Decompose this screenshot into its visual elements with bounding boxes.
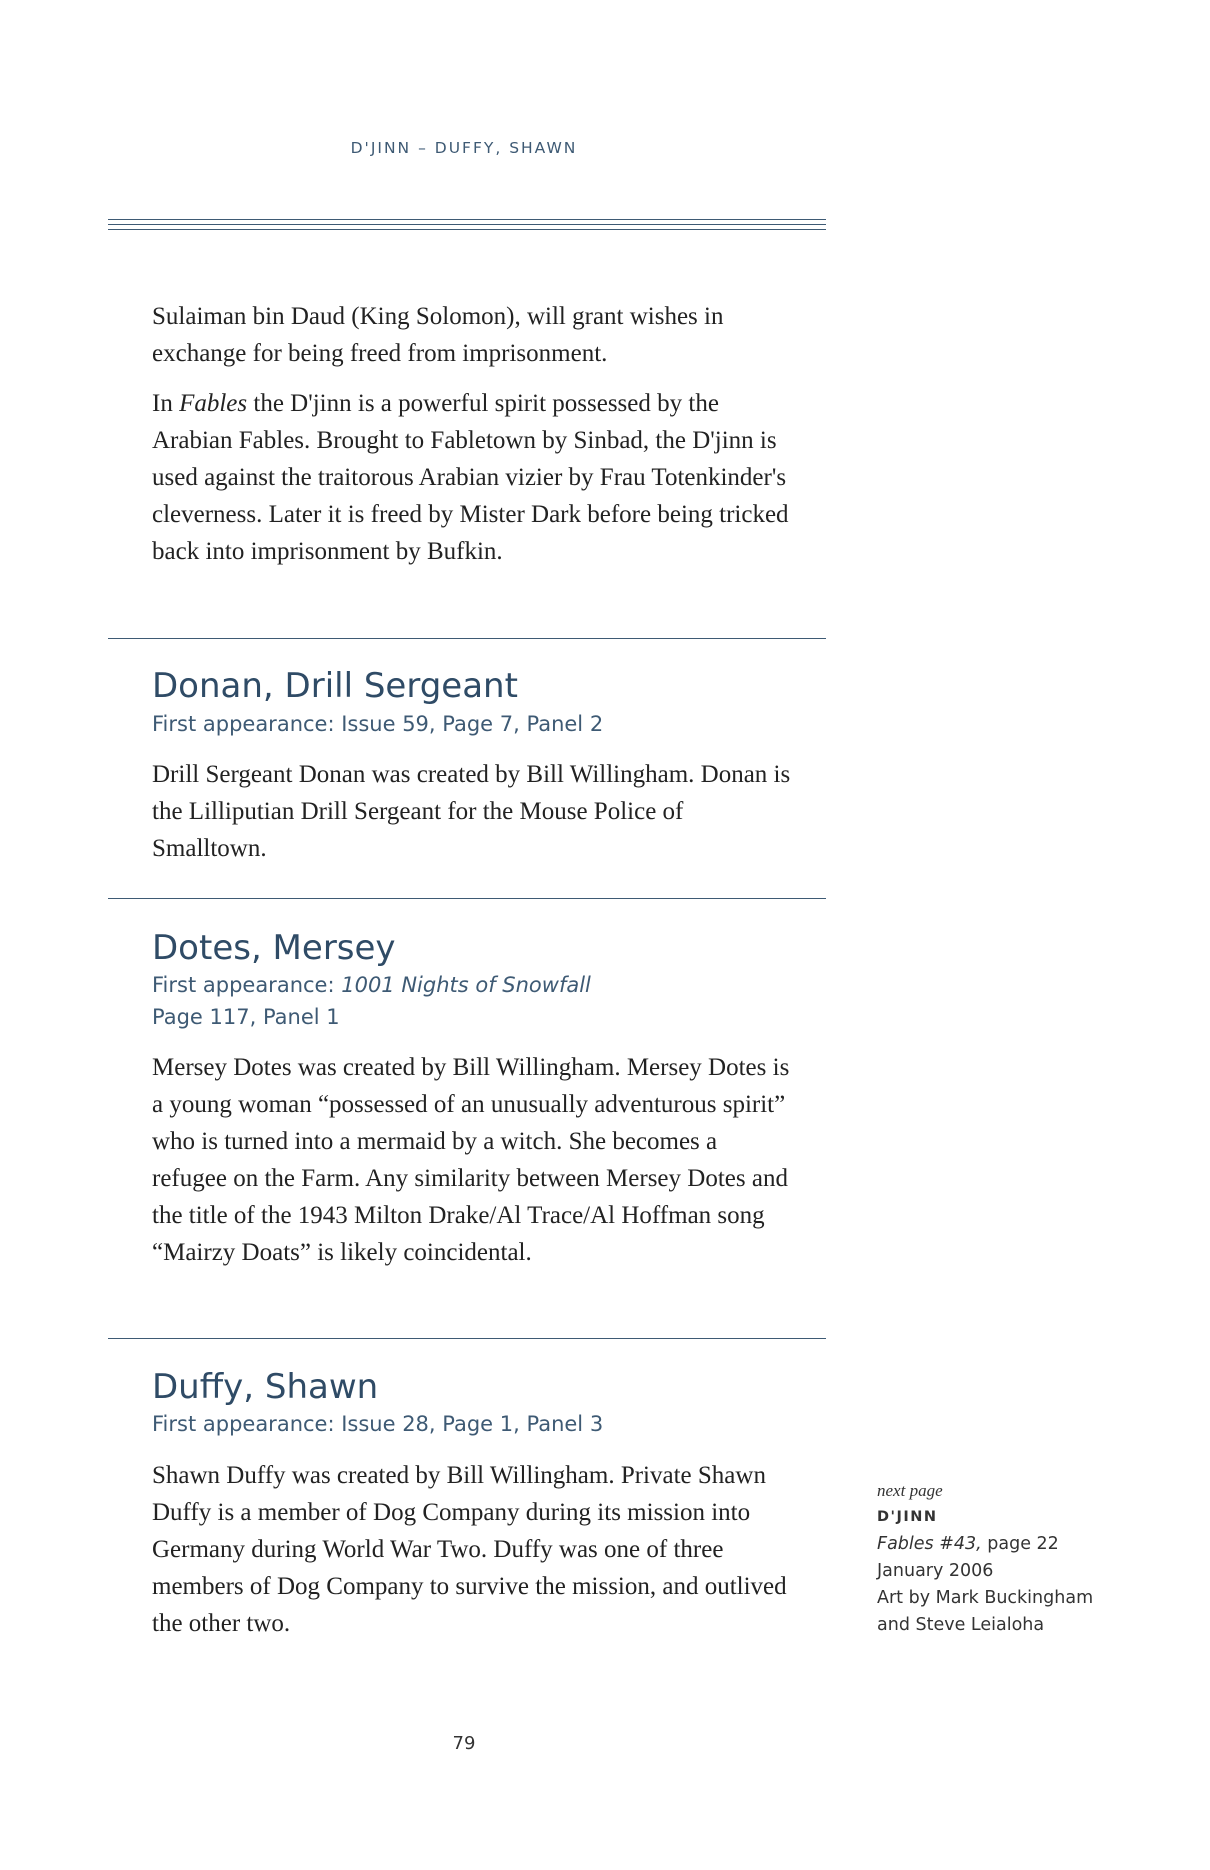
header-rule-top bbox=[108, 219, 826, 220]
entry-body-donan: Drill Sergeant Donan was created by Bill Willingham. Donan is the Lilliputian Drill Sergeant for the Mouse Police of Smalltown. bbox=[152, 761, 791, 862]
sidebar-date: January 2006 bbox=[877, 1561, 994, 1581]
running-head: D'JINN – DUFFY, SHAWN bbox=[350, 139, 578, 157]
sidebar-ref: D'JINN bbox=[877, 1509, 938, 1525]
first-appearance-dotes bbox=[152, 969, 591, 1033]
header-rule-middle bbox=[108, 224, 826, 225]
section-divider bbox=[108, 898, 826, 899]
sidebar-issue-page: page 22 bbox=[981, 1534, 1059, 1554]
entry-body-dotes: Mersey Dotes was created by Bill Willingham. Mersey Dotes is a young woman “possessed of an unusually adventurous spirit” who is turned into a mermaid by a witch. She becomes a refugee on the Farm. Any similarity between Mersey Dotes and the title of the 1943 Milton Drake/Al Trace/Al Hoffman song “Mairzy Doats” is likely coincidental. bbox=[152, 1054, 790, 1266]
next-page-label: next page bbox=[877, 1481, 943, 1500]
sidebar-issue-title: Fables #43, bbox=[877, 1534, 982, 1554]
header-rule-bottom bbox=[108, 229, 826, 230]
entry-title-duffy: Duffy, Shawn bbox=[152, 1367, 379, 1407]
sidebar-credit-2: and Steve Leialoha bbox=[877, 1615, 1045, 1635]
fables-title: Fables bbox=[179, 390, 248, 417]
sidebar-credit-1: Art by Mark Buckingham bbox=[877, 1588, 1094, 1608]
first-appearance-page: Page 117, Panel 1 bbox=[152, 1005, 340, 1029]
intro-text: the D'jinn is a powerful spirit possessed by the Arabian Fables. Brought to Fabletown by Sinbad, the D'jinn is used against the traitorous Arabian vizier by Frau Totenkinder's cleverness. Later it is freed by Mister Dark before being tricked back into imprisonment by Bufkin. bbox=[152, 390, 789, 565]
intro-paragraph-2 bbox=[152, 385, 792, 570]
section-divider bbox=[108, 638, 826, 639]
section-divider bbox=[108, 1338, 826, 1339]
first-appearance-label: First appearance: bbox=[152, 973, 342, 997]
entry-title-donan: Donan, Drill Sergeant bbox=[152, 666, 518, 706]
page-number: 79 bbox=[452, 1733, 476, 1754]
intro-prefix: In bbox=[152, 390, 180, 417]
first-appearance-duffy: First appearance: Issue 28, Page 1, Panel 3 bbox=[152, 1412, 604, 1436]
source-title: 1001 Nights of Snowfall bbox=[341, 973, 591, 997]
entry-body-duffy: Shawn Duffy was created by Bill Willingham. Private Shawn Duffy is a member of Dog Company during its mission into Germany during World War Two. Duffy was one of three members of Dog Company to survive the mission, and outlived the other two. bbox=[152, 1462, 787, 1637]
sidebar-caption bbox=[877, 1477, 1117, 1639]
entry-title-dotes: Dotes, Mersey bbox=[152, 928, 396, 968]
sidebar-issue bbox=[877, 1531, 1117, 1558]
intro-paragraph-1: Sulaiman bin Daud (King Solomon), will grant wishes in exchange for being freed from imprisonment. bbox=[152, 303, 724, 367]
first-appearance-donan: First appearance: Issue 59, Page 7, Panel 2 bbox=[152, 712, 604, 736]
